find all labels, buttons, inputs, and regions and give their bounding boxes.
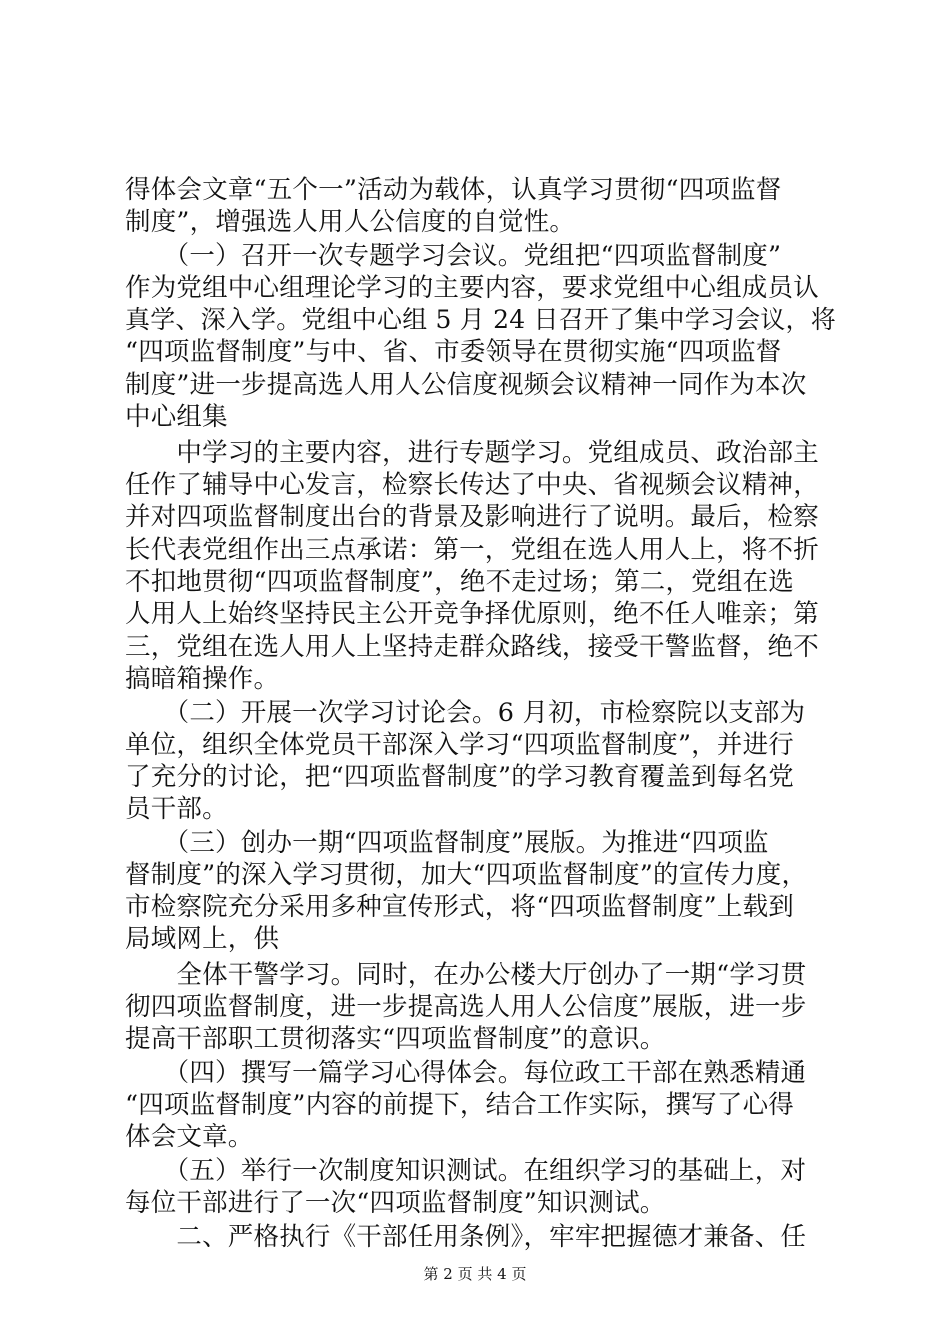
body-text-line: 三，党组在选人用人上坚持走群众路线，接受干警监督，绝不	[125, 632, 819, 662]
body-text-line: 提高干部职工贯彻落实“四项监督制度”的意识。	[125, 1024, 666, 1054]
body-text-line: （五）举行一次制度知识测试。在组织学习的基础上，对	[125, 1156, 807, 1186]
body-text-line: （四）撰写一篇学习心得体会。每位政工干部在熟悉精通	[125, 1058, 807, 1088]
body-text-line: 长代表党组作出三点承诺：第一，党组在选人用人上，将不折	[125, 535, 819, 565]
body-text-line: 任作了辅导中心发言，检察长传达了中央、省视频会议精神，	[125, 470, 819, 500]
page-number-footer: 第 2 页 共 4 页	[423, 1265, 527, 1283]
body-text-line: （二）开展一次学习讨论会。6 月初，市检察院以支部为	[125, 698, 806, 728]
body-text-line: 全体干警学习。同时，在办公楼大厅创办了一期“学习贯	[125, 960, 807, 990]
body-text-line: 人用人上始终坚持民主公开竞争择优原则，绝不任人唯亲；第	[125, 599, 819, 629]
body-text-line: 了充分的讨论，把“四项监督制度”的学习教育覆盖到每名党	[125, 762, 794, 792]
body-text-line: 单位，组织全体党员干部深入学习“四项监督制度”，并进行	[125, 730, 794, 760]
body-text-line: 局域网上，供	[125, 924, 280, 954]
body-text-line: 每位干部进行了一次“四项监督制度”知识测试。	[125, 1188, 666, 1218]
body-text-line: “四项监督制度”内容的前提下，结合工作实际，撰写了心得	[125, 1090, 794, 1120]
body-text-line: 督制度”的深入学习贯彻，加大“四项监督制度”的宣传力度，	[125, 860, 808, 890]
body-text-line: 真学、深入学。党组中心组 5 月 24 日召开了集中学习会议，将	[125, 305, 836, 334]
body-text-line: 员干部。	[125, 794, 228, 824]
body-text-line: 体会文章。	[125, 1122, 254, 1152]
body-text-line: 中心组集	[125, 402, 228, 432]
body-text-line: 制度”，增强选人用人公信度的自觉性。	[125, 207, 576, 237]
body-text-line: 彻四项监督制度，进一步提高选人用人公信度”展版，进一步	[125, 992, 807, 1022]
body-text-line: 二、严格执行《干部任用条例》，牢牢把握德才兼备、任	[125, 1222, 807, 1252]
body-text-line: 搞暗箱操作。	[125, 664, 280, 694]
body-text-line: “四项监督制度”与中、省、市委领导在贯彻实施“四项监督	[125, 337, 782, 367]
body-text-line: （三）创办一期“四项监督制度”展版。为推进“四项监	[125, 828, 769, 858]
body-text-line: 作为党组中心组理论学习的主要内容，要求党组中心组成员认	[125, 273, 819, 303]
body-text-line: 不扣地贯彻“四项监督制度”，绝不走过场；第二，党组在选	[125, 567, 794, 597]
body-text-line: 中学习的主要内容，进行专题学习。党组成员、政治部主	[125, 438, 819, 468]
body-text-line: 市检察院充分采用多种宣传形式，将“四项监督制度”上载到	[125, 892, 794, 922]
body-text-line: 并对四项监督制度出台的背景及影响进行了说明。最后，检察	[125, 502, 819, 532]
body-text-line: （一）召开一次专题学习会议。党组把“四项监督制度”	[125, 241, 782, 271]
body-text-line: 制度”进一步提高选人用人公信度视频会议精神一同作为本次	[125, 370, 807, 400]
body-text-line: 得体会文章“五个一”活动为载体，认真学习贯彻“四项监督	[125, 175, 782, 205]
